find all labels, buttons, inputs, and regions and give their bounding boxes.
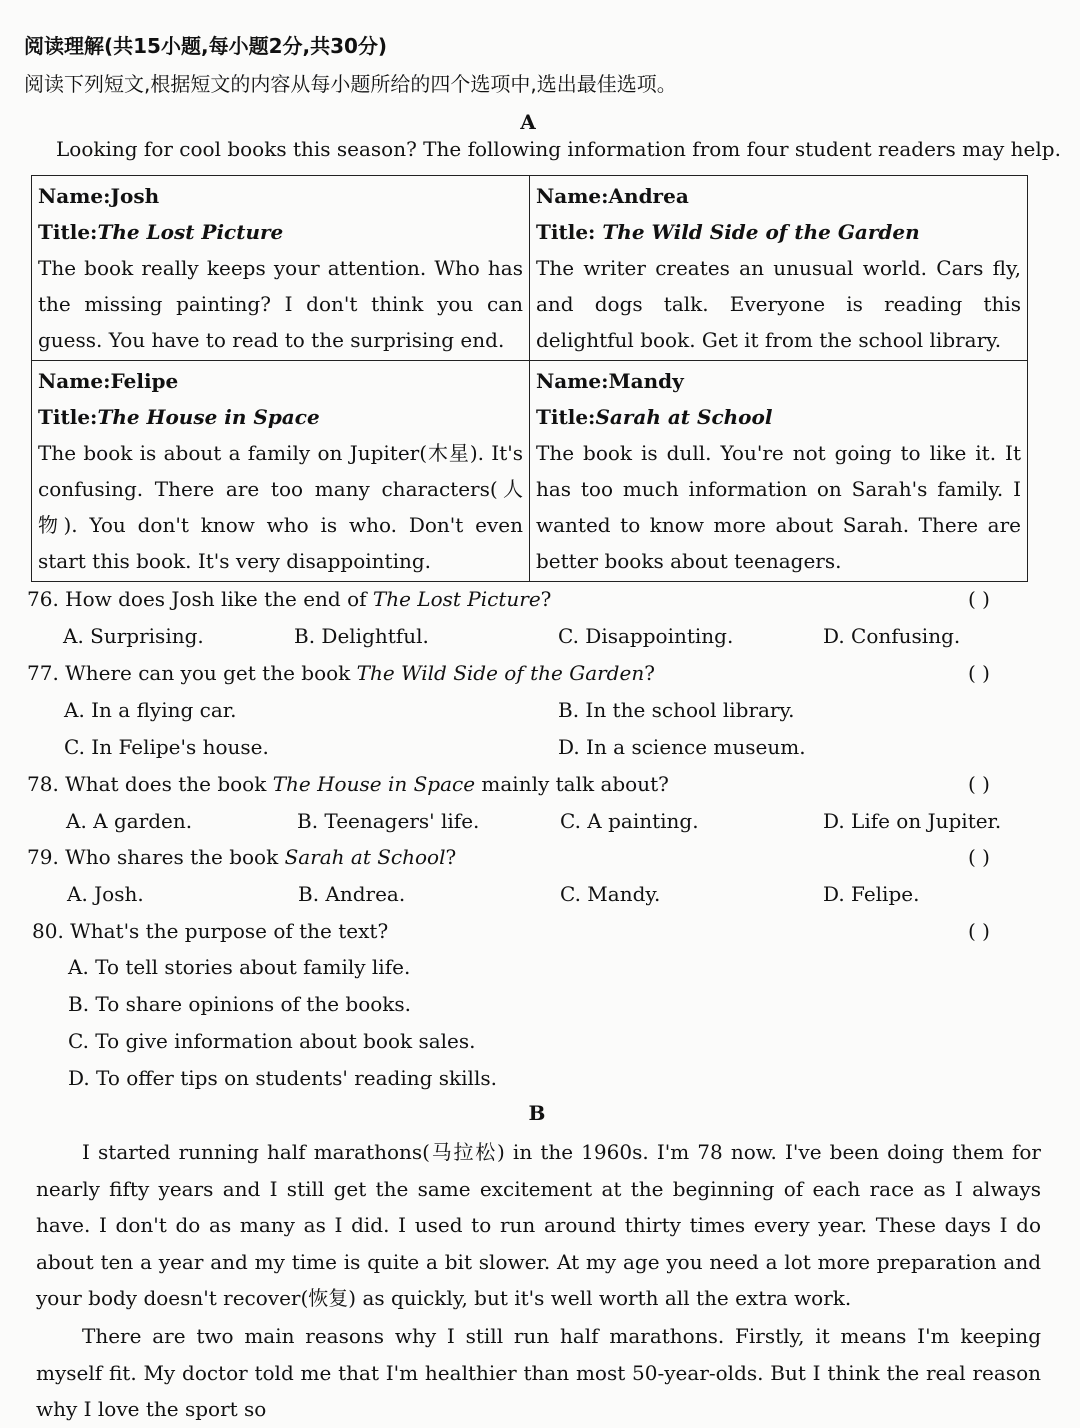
title-label: Title: <box>536 405 596 429</box>
passage-b-label: B <box>528 1101 546 1125</box>
review-text: The book really keeps your attention. Who has the missing painting? I don't think you can guess. You have to read to the surprising end. <box>38 256 523 352</box>
question-77 <box>27 661 655 685</box>
title-label: Title: <box>536 220 603 244</box>
option-c[interactable]: C. In Felipe's house. <box>64 735 269 759</box>
option-a[interactable]: A. Josh. <box>67 882 144 906</box>
book-review-table <box>31 175 1028 582</box>
answer-blank[interactable]: ( ) <box>968 587 990 611</box>
book-title: Sarah at School <box>595 405 773 429</box>
option-c[interactable]: C. To give information about book sales. <box>68 1029 476 1053</box>
question-stem: 80. What's the purpose of the text? <box>32 919 389 943</box>
passage-b-paragraph-1: I started running half marathons(马拉松) in the 1960s. I'm 78 now. I've been doing them for nearly fifty years and I still get the same excitement at the beginning of each race as I always have. I don't do as many as I did. I used to run around thirty times every year. These days I do about ten a year and my time is quite a bit slower. At my age you need a lot more preparation and your body doesn't recover(恢复) as quickly, but it's well worth all the extra work. <box>36 1140 1041 1310</box>
answer-blank[interactable]: ( ) <box>968 772 990 796</box>
option-c[interactable]: C. Disappointing. <box>558 624 734 648</box>
question-78 <box>27 772 669 796</box>
option-b[interactable]: B. In the school library. <box>558 698 795 722</box>
passage-a-intro: Looking for cool books this season? The following information from four student readers may help. <box>56 137 1061 161</box>
answer-blank[interactable]: ( ) <box>968 845 990 869</box>
question-book-title: The House in Space <box>272 772 476 796</box>
book-title: The Lost Picture <box>97 220 284 244</box>
review-cell <box>530 176 1028 361</box>
review-text: The book is about a family on Jupiter(木星). It's confusing. There are too many characters(人物). You don't know who is who. Don't even start this book. It's very disappointing. <box>38 441 523 573</box>
book-title: The Wild Side of the Garden <box>602 220 920 244</box>
question-stem: 76. How does Josh like the end of <box>27 587 373 611</box>
review-text: The book is dull. You're not going to like it. It has too much information on Sarah's family. I wanted to know more about Sarah. There are better books about teenagers. <box>536 441 1021 573</box>
name-label: Name: <box>38 184 111 208</box>
name-label: Name: <box>536 184 609 208</box>
question-stem-end: ? <box>540 587 552 611</box>
review-text: The writer creates an unusual world. Cars fly, and dogs talk. Everyone is reading this delightful book. Get it from the school library. <box>536 256 1021 352</box>
title-label: Title: <box>38 220 98 244</box>
reviewer-name: Felipe <box>110 369 179 393</box>
option-d[interactable]: D. In a science museum. <box>558 735 806 759</box>
instruction: 阅读下列短文,根据短文的内容从每小题所给的四个选项中,选出最佳选项。 <box>24 72 677 96</box>
question-stem: 77. Where can you get the book <box>27 661 357 685</box>
question-stem: 79. Who shares the book <box>27 845 285 869</box>
option-b[interactable]: B. Delightful. <box>294 624 429 648</box>
question-stem-end: ? <box>445 845 457 869</box>
question-book-title: The Wild Side of the Garden <box>356 661 645 685</box>
question-76 <box>27 587 551 611</box>
reviewer-name: Josh <box>110 184 160 208</box>
question-80 <box>32 919 388 943</box>
answer-blank[interactable]: ( ) <box>968 661 990 685</box>
question-book-title: Sarah at School <box>284 845 446 869</box>
option-b[interactable]: B. Teenagers' life. <box>297 809 480 833</box>
option-d[interactable]: D. To offer tips on students' reading skills. <box>68 1066 497 1090</box>
option-d[interactable]: D. Life on Jupiter. <box>823 809 1002 833</box>
review-cell <box>530 361 1028 582</box>
passage-b-paragraph-2: There are two main reasons why I still run half marathons. Firstly, it means I'm keeping myself fit. My doctor told me that I'm healthier than most 50-year-olds. But I think the real reason why I love the sport so <box>36 1324 1041 1421</box>
passage-a-label: A <box>520 110 536 134</box>
option-b[interactable]: B. Andrea. <box>298 882 406 906</box>
reviewer-name: Mandy <box>608 369 684 393</box>
review-cell <box>32 361 530 582</box>
question-stem: 78. What does the book <box>27 772 273 796</box>
name-label: Name: <box>536 369 609 393</box>
question-book-title: The Lost Picture <box>372 587 541 611</box>
question-stem-end: mainly talk about? <box>475 772 669 796</box>
option-c[interactable]: C. Mandy. <box>560 882 661 906</box>
option-d[interactable]: D. Felipe. <box>823 882 920 906</box>
reviewer-name: Andrea <box>608 184 689 208</box>
option-b[interactable]: B. To share opinions of the books. <box>68 992 412 1016</box>
option-c[interactable]: C. A painting. <box>560 809 699 833</box>
option-a[interactable]: A. Surprising. <box>63 624 204 648</box>
option-a[interactable]: A. To tell stories about family life. <box>68 955 411 979</box>
review-cell <box>32 176 530 361</box>
answer-blank[interactable]: ( ) <box>968 919 990 943</box>
name-label: Name: <box>38 369 111 393</box>
option-a[interactable]: A. A garden. <box>66 809 193 833</box>
question-stem-end: ? <box>644 661 655 685</box>
option-d[interactable]: D. Confusing. <box>823 624 961 648</box>
title-label: Title: <box>38 405 98 429</box>
option-a[interactable]: A. In a flying car. <box>64 698 237 722</box>
book-title: The House in Space <box>97 405 320 429</box>
section-title: 阅读理解(共15小题,每小题2分,共30分) <box>24 34 388 58</box>
question-79 <box>27 845 456 869</box>
